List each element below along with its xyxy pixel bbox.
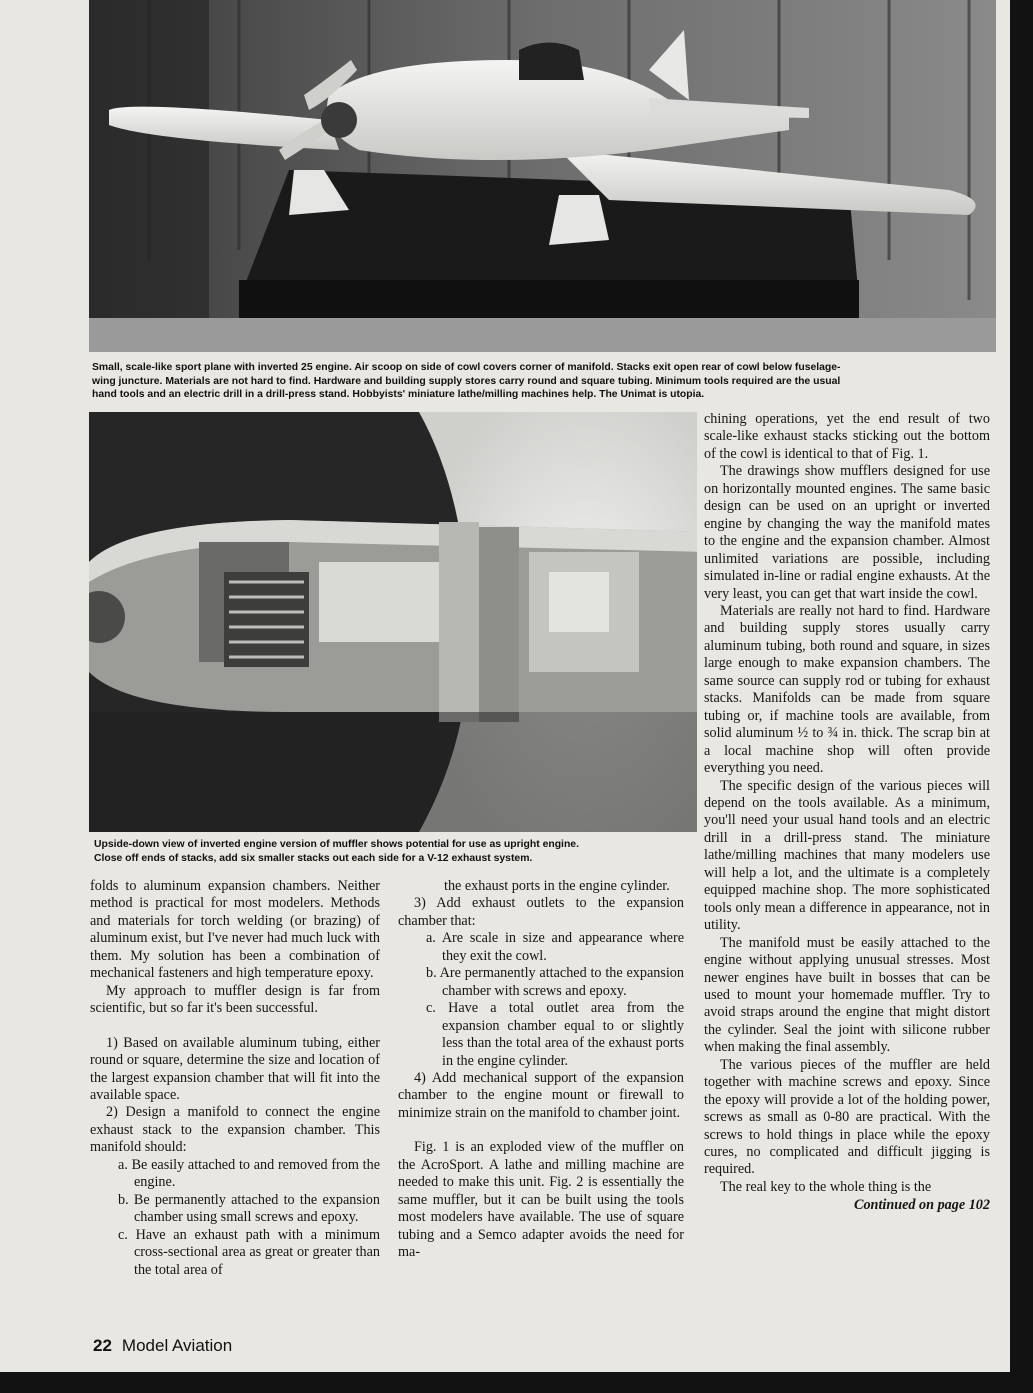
list-item: 1) Based on available aluminum tubing, either round or square, determine the size and location of the largest expansion chamber that will fit into the available space.	[90, 1034, 380, 1103]
paragraph: Fig. 1 is an exploded view of the muffler on the AcroSport. A lathe and milling machine are needed to make this unit. Fig. 2 is essentially the same muffler, but it can be built using the tools most modelers have available. The use of square tubing and a Semco adapter avoids the need for ma-	[398, 1139, 684, 1261]
top-photo-caption	[92, 361, 998, 402]
article-column-2	[398, 878, 684, 1262]
magazine-name: Model Aviation	[121, 1336, 233, 1355]
caption-line: Close off ends of stacks, add six smaller stacks out each side for a V-12 exhaust system.	[94, 852, 533, 864]
paragraph: The specific design of the various pieces will depend on the tools available. As a minimum, you'll need your usual hand tools and an electric drill in a drill-press stand. The miniature lathe/milling machines that many modelers use will help a lot, and the ultimate is a completely equipped machine shop. The more sophisticated tools only mean a difference in appearance, not in utility.	[704, 777, 990, 934]
caption-line: Small, scale-like sport plane with inverted 25 engine. Air scoop on side of cowl covers corner of manifold. Stacks exit open rear of cowl below fuselage-	[92, 362, 841, 373]
caption-line: Upside-down view of inverted engine version of muffler shows potential for use as upright engine.	[94, 839, 579, 850]
page-number: 22	[93, 1336, 112, 1355]
page-footer	[93, 1336, 232, 1356]
caption-line: hand tools and an electric drill in a drill-press stand. Hobbyists' miniature lathe/milling machines help. The Unimat is utopia.	[92, 389, 705, 400]
list-subitem: b. Be permanently attached to the expansion chamber using small screws and epoxy.	[118, 1191, 380, 1226]
paragraph: chining operations, yet the end result of two scale-like exhaust stacks sticking out the bottom of the cowl is identical to that of Fig. 1.	[704, 411, 990, 462]
paragraph: folds to aluminum expansion chambers. Neither method is practical for most modelers. Methods and materials for torch welding (or brazing) of aluminum exist, but I've never had much luck with them. My solution has been a combination of mechanical fasteners and high temperature epoxy.	[90, 878, 380, 982]
article-column-1	[90, 878, 380, 1279]
paragraph: The real key to the whole thing is the	[720, 1178, 932, 1195]
list-subitem: a. Be easily attached to and removed from the engine.	[118, 1156, 380, 1191]
article-column-3	[704, 411, 990, 1215]
paragraph: My approach to muffler design is far from scientific, but so far it's been successful.	[90, 982, 380, 1017]
list-item: 3) Add exhaust outlets to the expansion chamber that:	[398, 895, 684, 929]
list-subitem: the exhaust ports in the engine cylinder.	[444, 878, 670, 894]
paragraph: The various pieces of the muffler are held together with machine screws and epoxy. Since the epoxy will provide a lot of the holding power, screws as small as 0-80 are practical. With the screws to hold things in place while the epoxy cures, no complicated and difficult jigging is required.	[704, 1056, 990, 1178]
list-item: 2) Design a manifold to connect the engine exhaust stack to the expansion chamber. This manifold should:	[90, 1104, 380, 1156]
paragraph: Materials are really not hard to find. Hardware and building supply stores usually carry aluminum tubing, both round and square, in sizes large enough to make expansion chambers. The same source can supply rod or tubing for exhaust stacks. Manifolds can be made from square tubing or, if machine tools are available, from solid aluminum ½ to ¾ in. thick. The scrap bin at a local machine shop will often provide everything you need.	[704, 602, 990, 777]
sport-plane-photo	[89, 0, 996, 352]
caption-line: wing juncture. Materials are not hard to find. Hardware and building supply stores carry round and square tubing. Minimum tools required are the usual	[92, 375, 841, 387]
list-subitem: c. Have a total outlet area from the expansion chamber equal to or slightly less than the total area of the exhaust ports in the engine cylinder.	[426, 1000, 684, 1069]
list-item: 4) Add mechanical support of the expansion chamber to the engine mount or firewall to minimize strain on the manifold to chamber joint.	[398, 1069, 684, 1121]
sport-plane-illustration	[89, 0, 996, 352]
page-edge-right	[1010, 0, 1033, 1393]
engine-muffler-illustration	[89, 412, 697, 832]
list-subitem: a. Are scale in size and appearance where they exit the cowl.	[426, 930, 684, 964]
page-edge-bottom	[0, 1372, 1033, 1393]
paragraph: The manifold must be easily attached to the engine without applying unusual stresses. Most newer engines have built in bosses that can be used to mount your homemade muffler. Try to avoid straps around the engine that might distort the cylinder. Seal the joint with silicone rubber when making the final assembly.	[704, 934, 990, 1056]
list-subitem: b. Are permanently attached to the expansion chamber with screws and epoxy.	[426, 965, 684, 999]
engine-muffler-photo	[89, 412, 697, 832]
paragraph: The drawings show mufflers designed for use on horizontally mounted engines. The same basic design can be used on an upright or inverted engine by changing the way the manifold mates to the engine and the expansion chamber. Almost unlimited variations are possible, including simulated in-line or radial engine exhausts. At the very least, you can get that wart inside the cowl.	[704, 463, 990, 602]
list-subitem: c. Have an exhaust path with a minimum cross-sectional area as great or greater than the total area of	[118, 1226, 380, 1278]
middle-photo-caption	[94, 838, 694, 865]
continued-note: Continued on page 102	[854, 1197, 990, 1214]
